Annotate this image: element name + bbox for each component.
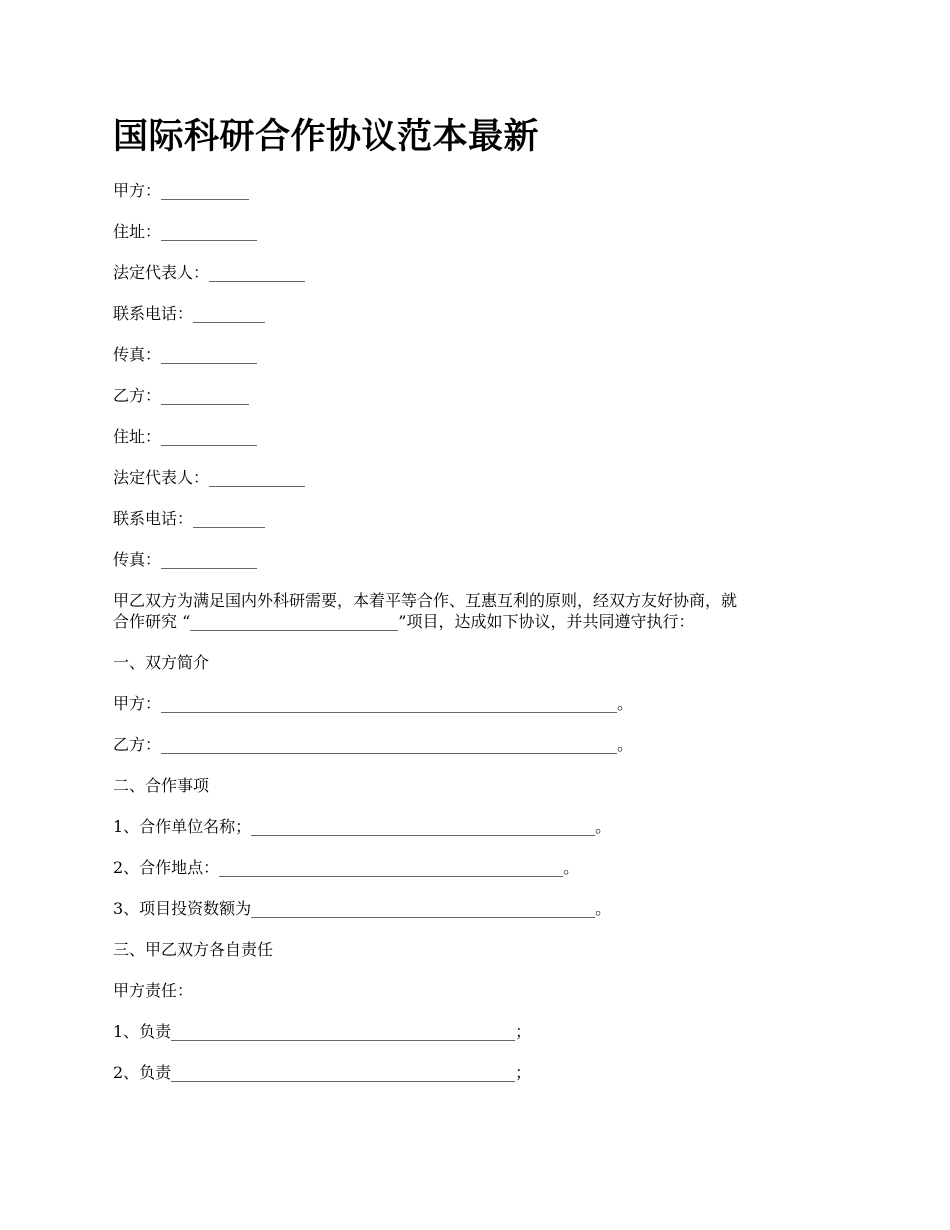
party-b-label: 乙方：___________ xyxy=(113,386,250,405)
document-title: 国际科研合作协议范本最新 xyxy=(113,117,540,157)
intro-line-2: 合作研究 “__________________________”项目，达成如下协议，并共同遵守执行： xyxy=(113,612,695,631)
section-2-heading: 二、合作事项 xyxy=(113,776,210,795)
party-a-duty-heading: 甲方责任： xyxy=(113,981,194,1000)
party-a-phone: 联系电话：_________ xyxy=(113,304,266,323)
document-page xyxy=(113,110,853,1103)
intro-line-1: 甲乙双方为满足国内外科研需要，本着平等合作、互惠互利的原则，经双方友好协商，就 xyxy=(113,591,738,610)
party-a-address: 住址：____________ xyxy=(113,222,258,241)
party-b-representative: 法定代表人：____________ xyxy=(113,468,306,487)
party-b-fax: 传真：____________ xyxy=(113,550,258,569)
duty-item-1: 1、负责___________________________________________； xyxy=(113,1022,532,1041)
section-3-heading: 三、甲乙双方各自责任 xyxy=(113,940,274,959)
duty-item-2: 2、负责___________________________________________； xyxy=(113,1063,532,1082)
section-2-item-2: 2、合作地点：___________________________________________。 xyxy=(113,858,580,877)
section-2-item-3: 3、项目投资数额为___________________________________________。 xyxy=(113,899,612,918)
section-1-party-b: 乙方：_________________________________________________________。 xyxy=(113,735,634,754)
section-1-party-a: 甲方：_________________________________________________________。 xyxy=(113,694,634,713)
party-a-representative: 法定代表人：____________ xyxy=(113,263,306,282)
intro-paragraph xyxy=(113,590,853,632)
party-b-address: 住址：____________ xyxy=(113,427,258,446)
party-a-label: 甲方：___________ xyxy=(113,181,250,200)
section-2-item-1: 1、合作单位名称；___________________________________________。 xyxy=(113,817,612,836)
party-a-fax: 传真：____________ xyxy=(113,345,258,364)
party-b-phone: 联系电话：_________ xyxy=(113,509,266,528)
section-1-heading: 一、双方简介 xyxy=(113,653,210,672)
